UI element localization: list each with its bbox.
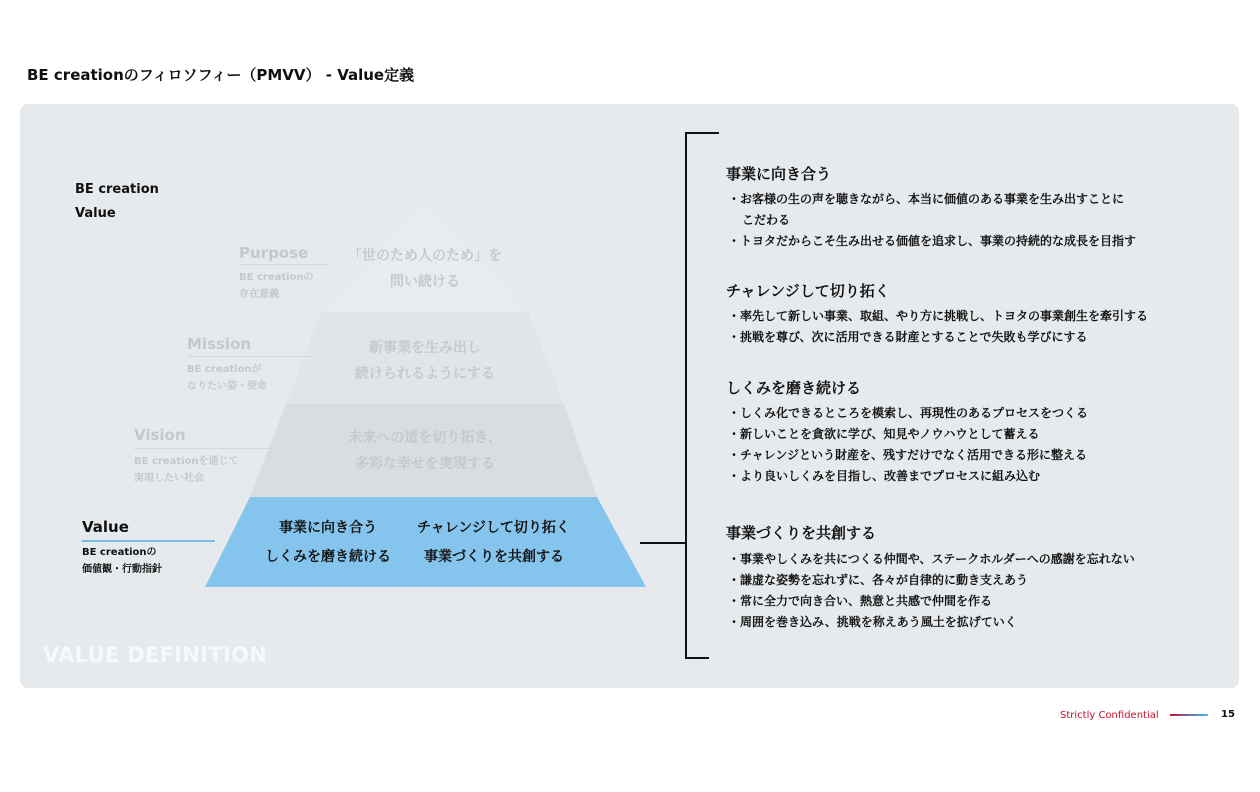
vision-label: Vision: [134, 426, 186, 444]
bullet-3-1: ・しくみ化できるところを模索し、再現性のあるプロセスをつくる: [728, 406, 1089, 420]
purpose-divider: [239, 264, 329, 265]
bullet-1-2: ・トヨタだからこそ生み出せる価値を追求し、事業の持続的な成長を目指す: [728, 234, 1137, 248]
bullet-2-2: ・挑戦を尊び、次に活用できる財産とすることで失敗も学びにする: [728, 330, 1088, 344]
section-title-4: 事業づくりを共創する: [726, 524, 877, 542]
mission-statement-line2: 続けられるようにする: [355, 366, 495, 382]
bullet-3-2: ・新しいことを貪欲に学び、知見やノウハウとして蓄える: [728, 427, 1040, 441]
vision-statement-line1: 未来への道を切り拓き、: [348, 430, 502, 446]
bullet-3-3: ・チャレンジという財産を、残すだけでなく活用できる形に整える: [728, 448, 1088, 462]
mission-label: Mission: [187, 335, 252, 353]
value-item-1: 事業に向き合う: [279, 520, 377, 536]
purpose-label: Purpose: [239, 244, 309, 262]
value-item-4: 事業づくりを共創する: [424, 549, 564, 565]
mission-description-line2: なりたい姿・使命: [187, 381, 267, 392]
value-label: Value: [82, 518, 129, 536]
bullet-4-2: ・謙虚な姿勢を忘れずに、各々が自律的に動き支えあう: [728, 573, 1029, 587]
value-item-3: しくみを磨き続ける: [265, 549, 391, 565]
value-definition-watermark: VALUE DEFINITION: [43, 643, 268, 667]
value-description-line1: BE creationの: [82, 547, 157, 558]
vision-description: [134, 453, 239, 487]
bullet-4-3: ・常に全力で向き合い、熱意と共感で仲間を作る: [728, 594, 993, 608]
mission-divider: [187, 356, 315, 357]
vision-statement: [315, 425, 535, 477]
mission-statement-line1: 新事業を生み出し: [369, 340, 481, 356]
section-title-1: 事業に向き合う: [726, 165, 832, 183]
brand-label-line1: BE creation: [75, 182, 159, 197]
section-bullets-3: [728, 403, 1088, 487]
bullet-3-4: ・より良いしくみを目指し、改善までプロセスに組み込む: [728, 469, 1041, 483]
mission-description: [187, 361, 267, 395]
bullet-2-1: ・率先して新しい事業、取組、やり方に挑戦し、トヨタの事業創生を牽引する: [728, 309, 1149, 323]
section-bullets-4: [728, 549, 1135, 633]
confidential-label: Strictly Confidential: [1060, 710, 1159, 721]
bullet-4-4: ・周囲を巻き込み、挑戦を称えあう風土を拡げていく: [728, 615, 1017, 629]
mission-statement: [325, 335, 525, 387]
mission-description-line1: BE creationが: [187, 364, 262, 375]
vision-description-line1: BE creationを通じて: [134, 456, 239, 467]
brand-label-line2: Value: [75, 206, 116, 221]
value-description: [82, 544, 162, 578]
section-title-2: チャレンジして切り拓く: [726, 282, 890, 300]
page-number: 15: [1221, 709, 1235, 720]
bracket-top: [685, 132, 719, 134]
pyramid-tier-value: [205, 497, 646, 587]
section-bullets-1: [728, 189, 1136, 252]
value-description-line2: 価値観・行動指針: [82, 564, 162, 575]
slide-title: BE creationのフィロソフィー（PMVV） - Value定義: [27, 66, 415, 84]
footer-gradient-line: [1170, 714, 1208, 716]
bullet-1-1: ・お客様の生の声を聴きながら、本当に価値のある事業を生み出すことに: [728, 192, 1125, 206]
section-title-3: しくみを磨き続ける: [726, 379, 862, 397]
section-bullets-2: [728, 306, 1148, 348]
vision-description-line2: 実現したい社会: [134, 473, 204, 484]
bracket-bottom: [685, 657, 709, 659]
purpose-statement-line1: 「世のため人のため」を: [348, 248, 502, 264]
vision-statement-line2: 多彩な幸せを実現する: [355, 456, 495, 472]
purpose-description-line2: 存在意義: [239, 289, 279, 300]
purpose-statement-line2: 問い続ける: [390, 274, 460, 290]
purpose-description: [239, 269, 314, 303]
value-divider: [82, 540, 215, 542]
purpose-description-line1: BE creationの: [239, 272, 314, 283]
bullet-1-1-cont: こだわる: [742, 213, 791, 227]
bracket-vertical: [685, 132, 687, 659]
vision-divider: [134, 448, 274, 449]
connector-line: [640, 542, 686, 544]
bullet-4-1: ・事業やしくみを共につくる仲間や、ステークホルダーへの感謝を忘れない: [728, 552, 1135, 566]
purpose-statement: [325, 243, 525, 295]
value-item-2: チャレンジして切り拓く: [417, 520, 570, 536]
